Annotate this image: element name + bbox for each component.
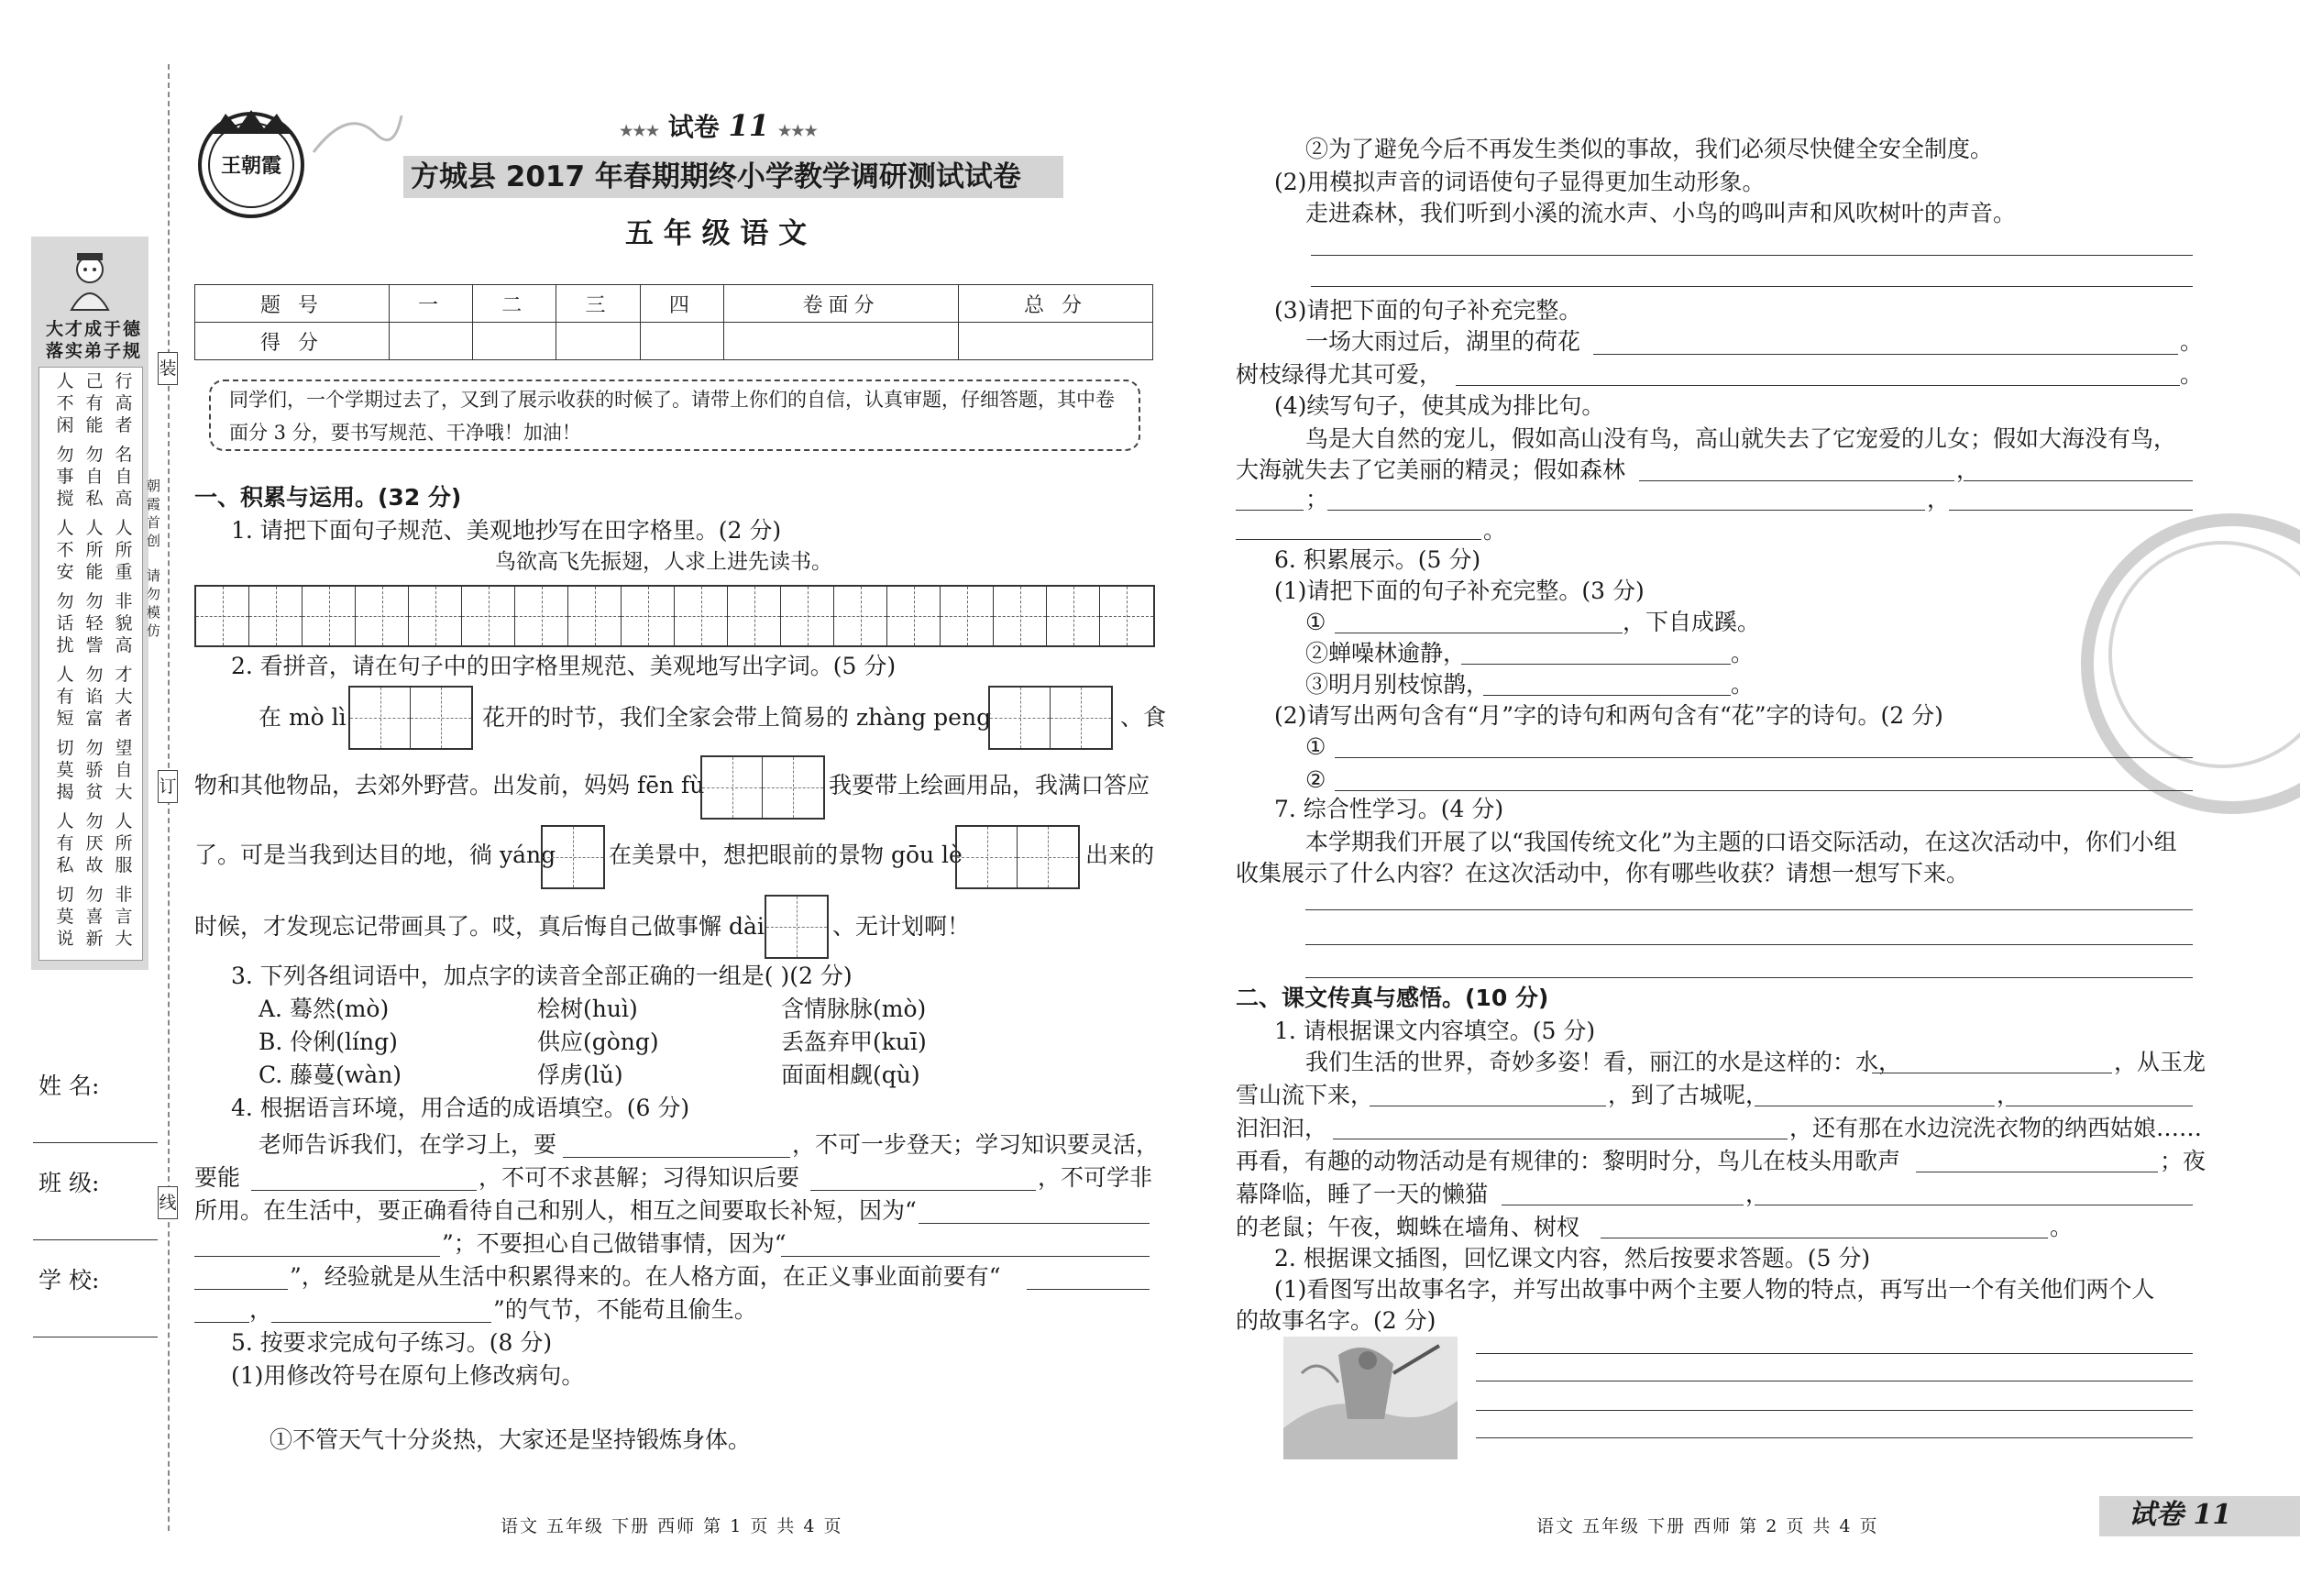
answer-line[interactable] [1949, 510, 2193, 511]
q3-opt-b3: 丢盔弃甲(kuī) [781, 1029, 927, 1055]
grid-cell[interactable] [834, 587, 887, 645]
answer-line[interactable] [1236, 539, 1481, 540]
q2-line3a: 了。可是当我到达目的地，徜 yáng [194, 842, 556, 868]
grid-cell[interactable] [994, 587, 1047, 645]
answer-line[interactable] [1335, 757, 2193, 758]
motto-2: 落实弟子规 [46, 341, 143, 361]
answer-line[interactable] [1483, 695, 1731, 696]
q3-opt-a2: 桧树(huì) [537, 996, 638, 1022]
motto-column: 人所重 [115, 518, 133, 582]
answer-line[interactable] [1311, 286, 2193, 287]
answer-line[interactable] [1964, 480, 2193, 481]
motto-column: 人所服 [115, 811, 133, 875]
q3-opt-b1[interactable]: B. 伶俐(líng) [259, 1029, 398, 1055]
class-label: 班 级: [39, 1170, 100, 1196]
answer-line[interactable] [1305, 944, 2193, 945]
r-line-2: (2)用模拟声音的词语使句子显得更加生动形象。 [1274, 169, 1766, 195]
r-line-6-end: 。 [2180, 361, 2204, 388]
s1-line1a: 我们生活的世界，奇妙多姿！看，丽江的水是这样的：水， [1305, 1049, 1902, 1075]
q4-blank-1[interactable] [563, 1157, 790, 1158]
s1-line6a: 的老鼠；午夜，蜘蛛在墙角、树杈 [1236, 1214, 1580, 1240]
q6: 6. 积累展示。(5 分) [1274, 546, 1481, 573]
answer-line[interactable] [1335, 790, 2193, 791]
motto-column: 人有私 [56, 811, 74, 875]
story-illustration [1283, 1337, 1458, 1459]
s1-line1b: ，从玉龙 [2114, 1049, 2206, 1075]
q6-2b: ② [1305, 766, 1326, 793]
q4-line2a: 要能 [194, 1164, 241, 1191]
q5-1a[interactable]: ①不管天气十分炎热，大家还是坚持锻炼身体。 [270, 1426, 752, 1453]
motto-column: 非言大 [115, 885, 133, 949]
s1-line2b: ，到了古城呢， [1608, 1082, 1769, 1108]
grid-cell[interactable] [568, 587, 622, 645]
grid-cell[interactable] [1047, 587, 1100, 645]
s1-line2c: ， [1997, 1082, 2020, 1108]
motto-column: 行高者 [115, 371, 133, 435]
motto-column: 勿谄富 [85, 665, 104, 729]
s1-line3b: ，还有那在水边浣洗衣物的纳西姑娘…… [1789, 1115, 2203, 1141]
q4: 4. 根据语言环境，用合适的成语填空。(6 分) [231, 1095, 690, 1121]
grid-cell[interactable] [622, 587, 675, 645]
motto-column: 勿轻訾 [85, 591, 104, 655]
q4-line3: 所用。在生活中，要正确看待自己和别人，相互之间要取长补短，因为“ [194, 1197, 917, 1224]
pinyin-grid-dai[interactable] [765, 895, 829, 959]
q4-line1b: ，不可一步登天；学习知识要灵活， [792, 1131, 1160, 1158]
score-head: 卷面分 [723, 285, 958, 323]
paper-label: ★★★ 试卷 11 ★★★ [620, 108, 818, 143]
ribbon-decoration [312, 97, 403, 161]
q6-1: (1)请把下面的句子补充完整。(3 分) [1274, 578, 1645, 604]
q7: 7. 综合性学习。(4 分) [1274, 796, 1504, 822]
motto-column: 人不闲 [56, 371, 74, 435]
pinyin-grid-moli[interactable] [348, 686, 473, 750]
score-table [194, 284, 1153, 360]
answer-line[interactable] [1236, 510, 1304, 511]
q4-blank-5[interactable] [194, 1256, 440, 1257]
page-title: 方城县 2017 年春期期终小学教学调研测试试卷 [411, 160, 1021, 193]
r-line-3: 走进森林，我们听到小溪的流水声、小鸟的鸣叫声和风吹树叶的声音。 [1305, 200, 2017, 226]
score-cell[interactable] [473, 323, 556, 360]
pinyin-grid-goule[interactable] [955, 825, 1080, 889]
side-note-2: 请勿模仿 [147, 567, 161, 639]
r-line-10a: ； [1305, 486, 1329, 512]
score-head: 总 分 [959, 285, 1153, 323]
grid-cell[interactable] [515, 587, 568, 645]
binding-mark-3: 线 [158, 1186, 178, 1219]
score-head: 三 [556, 285, 640, 323]
s1-line2a: 雪山流下来， [1236, 1082, 1374, 1108]
q2-line4b: 、无计划啊！ [832, 913, 971, 940]
pinyin-grid-yang[interactable] [541, 825, 605, 889]
motto-column: 勿话扰 [56, 591, 74, 655]
s1-line5a: 幕降临，睡了一天的懒猫 [1236, 1181, 1489, 1207]
s1-line4b: ；夜 [2160, 1148, 2206, 1174]
grid-cell[interactable] [196, 587, 249, 645]
score-cell[interactable] [556, 323, 640, 360]
grid-cell[interactable] [1100, 587, 1153, 645]
q3-opt-c3: 面面相觑(qù) [781, 1062, 920, 1088]
q4-blank-7[interactable] [194, 1289, 288, 1290]
score-head: 题 号 [195, 285, 390, 323]
section-1-heading: 一、积累与运用。(32 分) [194, 484, 462, 511]
q4-line6b: ”的气节，不能苟且偷生。 [493, 1296, 757, 1323]
q3-opt-a3: 含情脉脉(mò) [781, 996, 927, 1022]
grid-cell[interactable] [887, 587, 941, 645]
footer-left: 语文 五年级 下册 西师 第 1 页 共 4 页 [501, 1516, 843, 1536]
school-label: 学 校: [39, 1267, 100, 1293]
q2-line1a: 在 mò lì [259, 704, 347, 731]
q6-2a: ① [1305, 733, 1326, 760]
q5-1: (1)用修改符号在原句上修改病句。 [231, 1362, 585, 1389]
r-line-9b: ， [1956, 457, 1980, 483]
answer-line[interactable] [1327, 510, 1925, 511]
subject-title: 五 年 级 语 文 [625, 217, 808, 250]
q2-line1b: 花开的时节，我们全家会带上简易的 zhàng peng [482, 704, 992, 731]
q3-opt-c2: 俘虏(lǔ) [537, 1062, 623, 1088]
grid-cell[interactable] [303, 587, 356, 645]
q4-blank-4[interactable] [919, 1223, 1150, 1224]
q2-line2b: 我要带上绘画用品，我满口答应 [829, 772, 1150, 798]
section-2-heading: 二、课文传真与感悟。(10 分) [1236, 985, 1549, 1011]
side-note-1: 朝霞首创 [147, 478, 161, 549]
score-cell[interactable] [959, 323, 1153, 360]
r-line-4: (3)请把下面的句子补充完整。 [1274, 297, 1582, 324]
q3-opt-b2: 供应(gòng) [537, 1029, 659, 1055]
motto-column: 勿厌故 [85, 811, 104, 875]
r-line-1[interactable]: ②为了避免今后不再发生类似的事故，我们必须尽快健全安全制度。 [1305, 136, 1994, 162]
q6-1a-end: ，下自成蹊。 [1623, 609, 1761, 635]
answer-line[interactable] [1305, 977, 2193, 978]
q7-text-2: 收集展示了什么内容？在这次活动中，你有哪些收获？请想一想写下来。 [1236, 860, 1970, 886]
q6-1b-end: 。 [1731, 640, 1755, 666]
answer-line[interactable] [1305, 909, 2193, 910]
r-line-10b: ， [1927, 486, 1951, 512]
grid-cell[interactable] [728, 587, 781, 645]
s2-1a: (1)看图写出故事名字，并写出故事中两个主要人物的特点，再写出一个有关他们两个人 [1274, 1276, 2155, 1303]
motto-column: 人所能 [85, 518, 104, 582]
intro-note: 同学们，一个学期过去了，又到了展示收获的时候了。请带上你们的自信，认真审题，仔细答题，其中卷面分 3 分，要书写规范、干净哦！加油！ [209, 380, 1140, 451]
star-icon: ★★★ [777, 122, 818, 139]
motto-column: 才大者 [115, 665, 133, 729]
r-line-9a: 大海就失去了它美丽的精灵；假如森林 [1236, 457, 1626, 483]
answer-line[interactable] [1593, 354, 2178, 355]
score-cell[interactable] [640, 323, 723, 360]
q2-line4a: 时候，才发现忘记带画具了。哎，真后悔自己做事懈 dài [194, 913, 765, 940]
q5: 5. 按要求完成句子练习。(8 分) [231, 1329, 553, 1356]
motto-1: 大才成于德 [46, 319, 143, 339]
brand-logo [194, 106, 308, 220]
grid-cell[interactable] [462, 587, 515, 645]
q2-line1c: 、食 [1120, 704, 1167, 731]
q4-line6a: ， [249, 1296, 273, 1323]
copy-grid[interactable] [194, 585, 1155, 647]
q2-line3b: 在美景中，想把眼前的景物 gōu lè [609, 842, 963, 868]
s2-1b: 的故事名字。(2 分) [1236, 1307, 1436, 1334]
q4-line5a: ”，经验就是从生活中积累得来的。在人格方面，在正义事业面前要有“ [290, 1263, 1001, 1290]
grid-cell[interactable] [675, 587, 728, 645]
q6-2: (2)请写出两句含有“月”字的诗句和两句含有“花”字的诗句。(2 分) [1274, 702, 1943, 729]
name-field[interactable] [33, 1142, 158, 1143]
logo-text: 王朝霞 [220, 154, 281, 178]
q6-1a: ① [1305, 609, 1326, 635]
q6-1b: ②蝉噪林逾静， [1305, 640, 1467, 666]
q3-opt-c1[interactable]: C. 藤蔓(wàn) [259, 1062, 402, 1088]
q6-1c-end: 。 [1731, 671, 1755, 698]
grid-cell[interactable] [249, 587, 303, 645]
q2-line2a: 物和其他物品，去郊外野营。出发前，妈妈 fēn fù [194, 772, 705, 798]
q4-blank-2[interactable] [251, 1190, 477, 1191]
footer-right: 语文 五年级 下册 西师 第 2 页 共 4 页 [1536, 1516, 1879, 1536]
answer-line[interactable] [1456, 385, 2180, 386]
motto-column: 名自高 [115, 445, 133, 509]
s1-line4a: 再看，有趣的动物活动是有规律的：黎明时分，鸟儿在枝头用歌声 [1236, 1148, 1901, 1174]
motto-column: 望自大 [115, 738, 133, 802]
pinyin-grid-fenfu[interactable] [700, 755, 825, 820]
motto-column: 切莫揭 [56, 738, 74, 802]
grid-cell[interactable] [941, 587, 994, 645]
q7-text-1: 本学期我们开展了以“我国传统文化”为主题的口语交际活动，在这次活动中，你们小组 [1305, 829, 2177, 855]
score-head: 四 [640, 285, 723, 323]
grid-cell[interactable] [409, 587, 462, 645]
motto-column: 己有能 [85, 371, 104, 435]
pinyin-grid-zhangpeng[interactable] [988, 686, 1113, 750]
class-field[interactable] [33, 1239, 158, 1240]
motto-column: 勿自私 [85, 445, 104, 509]
r-line-5: 一场大雨过后，湖里的荷花 [1305, 328, 1581, 355]
s2: 2. 根据课文插图，回忆课文内容，然后按要求答题。(5 分) [1274, 1245, 1871, 1271]
answer-line[interactable] [1476, 1353, 2193, 1354]
q6-1c: ③明月别枝惊鹊， [1305, 671, 1490, 698]
score-row-label: 得 分 [195, 323, 390, 360]
s1-line6b: 。 [2050, 1214, 2074, 1240]
q3: 3. 下列各组词语中，加点字的读音全部正确的一组是( )(2 分) [231, 963, 853, 989]
star-icon: ★★★ [620, 122, 660, 139]
q1: 1. 请把下面句子规范、美观地抄写在田字格里。(2 分) [231, 517, 782, 544]
answer-line[interactable] [1311, 255, 2193, 256]
answer-line[interactable] [1476, 1437, 2193, 1438]
motto-column: 人有短 [56, 665, 74, 729]
score-cell[interactable] [723, 323, 958, 360]
s1-line3a: 汩汩汩， [1236, 1115, 1328, 1141]
grid-cell[interactable] [356, 587, 409, 645]
q2-line3c: 出来的 [1085, 842, 1155, 868]
motto-column: 切莫说 [56, 885, 74, 949]
score-head: 二 [473, 285, 556, 323]
motto-column: 勿事搅 [56, 445, 74, 509]
binding-mark-1: 装 [158, 352, 178, 385]
score-cell[interactable] [389, 323, 472, 360]
corner-paper-label: 试卷 11 [2129, 1499, 2232, 1531]
s1: 1. 请根据课文内容填空。(5 分) [1274, 1018, 1596, 1044]
motto-column: 勿喜新 [85, 885, 104, 949]
q4-blank-9[interactable] [194, 1322, 249, 1323]
motto-column: 非貌高 [115, 591, 133, 655]
r-line-8: 鸟是大自然的宠儿，假如高山没有鸟，高山就失去了它宠爱的儿女；假如大海没有鸟， [1305, 425, 2177, 452]
r-line-6: 树枝绿得尤其可爱， [1236, 361, 1443, 388]
q4-blank-6[interactable] [781, 1256, 1150, 1257]
q4-blank-10[interactable] [271, 1322, 491, 1323]
score-head: 一 [389, 285, 472, 323]
grid-cell[interactable] [781, 587, 834, 645]
q3-opt-a1[interactable]: A. 蓦然(mò) [259, 996, 390, 1022]
q4-line2b: ，不可不求甚解；习得知识后要 [479, 1164, 800, 1191]
s1-line5b: ， [1745, 1181, 1769, 1207]
q1-sentence: 鸟欲高飞先振翅，人求上进先读书。 [495, 550, 832, 574]
motto-column: 勿骄贫 [85, 738, 104, 802]
q4-line4a: ”；不要担心自己做错事情，因为“ [442, 1230, 787, 1257]
q4-line1a: 老师告诉我们，在学习上，要 [259, 1131, 557, 1158]
name-label: 姓 名: [39, 1073, 100, 1099]
binding-mark-2: 订 [158, 770, 178, 803]
r-line-7: (4)续写句子，使其成为排比句。 [1274, 392, 1605, 419]
answer-line[interactable] [1476, 1410, 2193, 1411]
answer-line[interactable] [1461, 664, 1731, 665]
motto-column: 人不安 [56, 518, 74, 582]
answer-line[interactable] [1639, 480, 1954, 481]
scholar-figure-icon [64, 249, 116, 314]
q4-line2c: ，不可学非 [1038, 1164, 1153, 1191]
r-line-5-end: 。 [2180, 328, 2204, 355]
q4-blank-8[interactable] [1027, 1289, 1150, 1290]
q4-blank-3[interactable] [810, 1190, 1036, 1191]
r-line-11: 。 [1483, 517, 1507, 544]
q2: 2. 看拼音，请在句子中的田字格里规范、美观地写出字词。(5 分) [231, 653, 897, 679]
